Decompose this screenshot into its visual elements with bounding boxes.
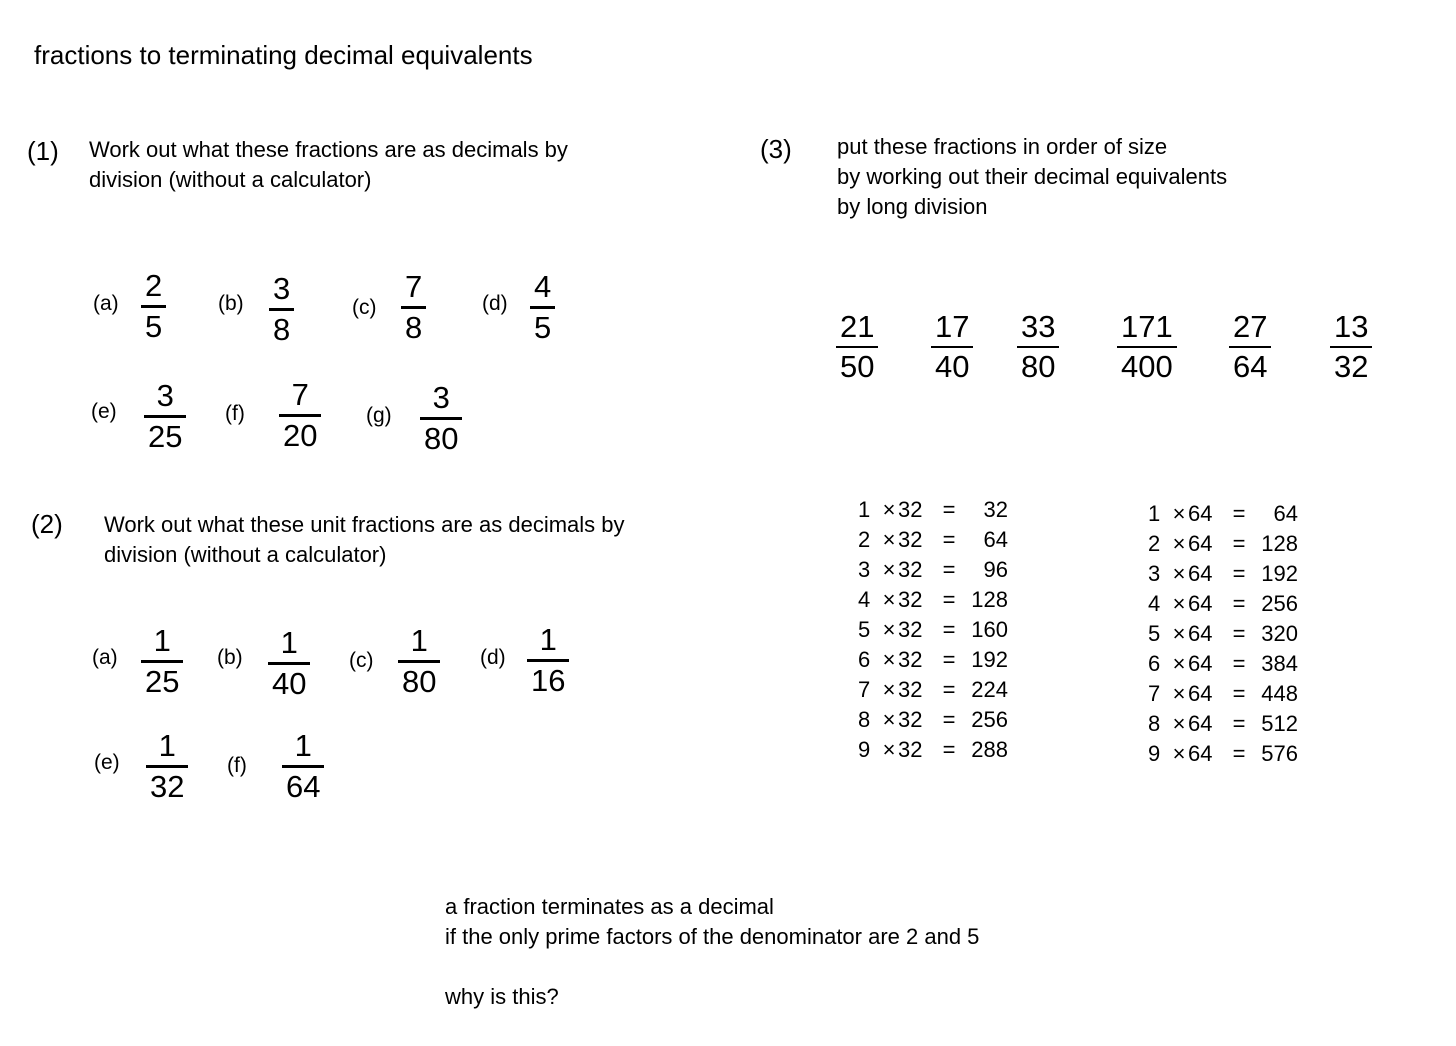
multiplier: 1 [1148,501,1161,526]
instruction-line: by working out their decimal equivalents [837,164,1228,189]
product: 128 [971,587,1008,612]
denominator: 5 [534,310,552,345]
q1-item-label-f: (f) [225,402,245,425]
fraction-bar [401,306,426,309]
equals-symbol: = [942,557,956,582]
multiplicand: 32 [898,647,923,672]
denominator: 32 [1334,349,1369,384]
times-table-row [1148,499,1298,529]
times-symbol: × [1172,741,1186,766]
denominator: 25 [148,419,183,454]
question-3-instruction [837,132,1227,222]
q3-fraction-4 [1117,309,1177,385]
multiplier: 2 [1148,531,1161,556]
question-2-number: (2) [31,509,63,539]
multiplicand: 32 [898,617,923,642]
instruction-line: Work out what these fractions are as decimals by [89,137,568,162]
q1-fraction-f [279,377,321,454]
multiplier: 9 [858,737,871,762]
equals-symbol: = [1232,561,1246,586]
times-table-row [1148,589,1298,619]
q3-fraction-3 [1017,309,1059,385]
q3-fraction-5 [1229,309,1271,385]
times-table-row [1148,709,1298,739]
multiplicand: 64 [1188,531,1213,556]
times-symbol: × [1172,591,1186,616]
question-1-number: (1) [27,136,59,166]
q2-item-label-d: (d) [480,646,506,669]
note-line: a fraction terminates as a decimal [445,894,774,919]
q2-item-label-a: (a) [92,646,118,669]
multiplier: 7 [1148,681,1161,706]
numerator: 7 [291,377,309,412]
fraction-bar [141,660,183,663]
q2-fraction-d [527,622,569,699]
multiplier: 6 [858,647,871,672]
note-question: why is this? [445,984,559,1009]
times-symbol: × [882,677,896,702]
denominator: 400 [1121,349,1173,384]
multiplier: 3 [858,557,871,582]
q1-fraction-a [141,268,166,345]
times-table-row [858,525,1008,555]
multiplier: 5 [1148,621,1161,646]
numerator: 2 [145,268,163,303]
numerator: 3 [432,380,450,415]
times-table-row [858,615,1008,645]
page-title: fractions to terminating decimal equivalents [34,40,533,70]
fraction-bar [398,660,440,663]
product: 96 [983,557,1008,582]
fraction-bar [146,765,188,768]
times-table-row [858,555,1008,585]
question-2-instruction [104,510,625,570]
multiplicand: 64 [1188,651,1213,676]
denominator: 25 [145,664,180,699]
times-table-row [1148,649,1298,679]
numerator: 17 [935,309,970,344]
multiplicand: 64 [1188,561,1213,586]
multiplier: 1 [858,497,871,522]
denominator: 50 [840,349,875,384]
denominator: 16 [531,663,566,698]
instruction-line: division (without a calculator) [89,167,372,192]
note-line [445,952,979,982]
times-table-row [1148,559,1298,589]
fraction-bar [279,414,321,417]
q3-fraction-1 [836,309,878,385]
times-table-64 [1148,499,1298,769]
times-table-row [1148,679,1298,709]
product: 64 [983,527,1008,552]
numerator: 3 [273,271,291,306]
multiplier: 8 [858,707,871,732]
times-symbol: × [1172,501,1186,526]
equals-symbol: = [942,587,956,612]
numerator: 27 [1233,309,1268,344]
numerator: 1 [158,728,176,763]
instruction-line: by long division [837,194,988,219]
times-symbol: × [882,587,896,612]
product: 576 [1261,741,1298,766]
numerator: 7 [405,269,423,304]
product: 192 [1261,561,1298,586]
equals-symbol: = [942,677,956,702]
times-symbol: × [1172,531,1186,556]
q2-fraction-c [398,623,440,700]
times-symbol: × [1172,651,1186,676]
times-symbol: × [882,647,896,672]
numerator: 1 [294,728,312,763]
q1-item-label-e: (e) [91,400,117,423]
q2-fraction-b [268,625,310,702]
numerator: 1 [410,623,428,658]
numerator: 21 [840,309,875,344]
fraction-bar [931,346,973,348]
denominator: 32 [150,769,185,804]
product: 256 [1261,591,1298,616]
equals-symbol: = [942,647,956,672]
multiplicand: 32 [898,677,923,702]
times-symbol: × [1172,681,1186,706]
numerator: 1 [153,623,171,658]
multiplicand: 64 [1188,591,1213,616]
product: 128 [1261,531,1298,556]
times-symbol: × [882,617,896,642]
equals-symbol: = [1232,711,1246,736]
product: 288 [971,737,1008,762]
times-table-row [1148,619,1298,649]
q1-item-label-d: (d) [482,292,508,315]
equals-symbol: = [1232,741,1246,766]
product: 448 [1261,681,1298,706]
fraction-bar [141,305,166,308]
q1-fraction-d [530,269,555,346]
denominator: 40 [935,349,970,384]
instruction-line: put these fractions in order of size [837,134,1168,159]
multiplicand: 32 [898,737,923,762]
multiplier: 7 [858,677,871,702]
times-table-row [858,705,1008,735]
multiplier: 4 [858,587,871,612]
equals-symbol: = [1232,501,1246,526]
equals-symbol: = [1232,621,1246,646]
multiplier: 5 [858,617,871,642]
times-symbol: × [882,707,896,732]
question-1-instruction [89,135,568,195]
multiplier: 2 [858,527,871,552]
product: 224 [971,677,1008,702]
q1-item-label-a: (a) [93,292,119,315]
multiplicand: 32 [898,707,923,732]
product: 256 [971,707,1008,732]
fraction-bar [420,417,462,420]
product: 32 [983,497,1008,522]
fraction-bar [527,659,569,662]
product: 512 [1261,711,1298,736]
note-line: if the only prime factors of the denominator are 2 and 5 [445,924,980,949]
fraction-bar [1017,346,1059,348]
q1-item-label-b: (b) [218,292,244,315]
q2-item-label-b: (b) [217,646,243,669]
q2-item-label-e: (e) [94,751,120,774]
denominator: 8 [273,312,291,347]
multiplicand: 32 [898,527,923,552]
q3-fraction-6 [1330,309,1372,385]
fraction-bar [269,308,294,311]
multiplicand: 64 [1188,681,1213,706]
numerator: 13 [1334,309,1369,344]
numerator: 4 [534,269,552,304]
multiplicand: 32 [898,587,923,612]
denominator: 80 [1021,349,1056,384]
equals-symbol: = [942,617,956,642]
denominator: 8 [405,310,423,345]
question-3-number: (3) [760,134,792,164]
equals-symbol: = [942,737,956,762]
fraction-bar [1330,346,1372,348]
multiplicand: 32 [898,557,923,582]
product: 320 [1261,621,1298,646]
multiplicand: 64 [1188,501,1213,526]
numerator: 33 [1021,309,1056,344]
numerator: 3 [156,378,174,413]
multiplicand: 64 [1188,741,1213,766]
equals-symbol: = [942,707,956,732]
fraction-bar [530,306,555,309]
denominator: 64 [1233,349,1268,384]
denominator: 20 [283,418,318,453]
fraction-bar [1117,346,1177,348]
denominator: 80 [424,421,459,456]
denominator: 5 [145,309,163,344]
times-table-row [858,675,1008,705]
denominator: 40 [272,666,307,701]
numerator: 171 [1121,309,1173,344]
times-symbol: × [1172,561,1186,586]
fraction-bar [268,662,310,665]
equals-symbol: = [1232,591,1246,616]
instruction-line: division (without a calculator) [104,542,387,567]
equals-symbol: = [1232,651,1246,676]
terminating-decimal-note [445,892,979,1012]
denominator: 64 [286,769,321,804]
equals-symbol: = [1232,531,1246,556]
times-table-row [858,495,1008,525]
q2-item-label-c: (c) [349,649,374,672]
q2-fraction-f [282,728,324,805]
multiplier: 8 [1148,711,1161,736]
times-symbol: × [882,497,896,522]
fraction-bar [1229,346,1271,348]
times-table-row [1148,529,1298,559]
multiplicand: 64 [1188,711,1213,736]
q2-fraction-e [146,728,188,805]
q1-fraction-c [401,269,426,346]
times-symbol: × [882,737,896,762]
q2-item-label-f: (f) [227,754,247,777]
multiplier: 6 [1148,651,1161,676]
times-table-32 [858,495,1008,765]
fraction-bar [144,415,186,418]
q1-item-label-g: (g) [366,404,392,427]
product: 64 [1273,501,1298,526]
equals-symbol: = [942,527,956,552]
denominator: 80 [402,664,437,699]
product: 384 [1261,651,1298,676]
multiplier: 3 [1148,561,1161,586]
fraction-bar [836,346,878,348]
numerator: 1 [280,625,298,660]
fraction-bar [282,765,324,768]
equals-symbol: = [1232,681,1246,706]
q2-fraction-a [141,623,183,700]
q1-fraction-e [144,378,186,455]
q1-item-label-c: (c) [352,296,377,319]
instruction-line: Work out what these unit fractions are as decimals by [104,512,625,537]
product: 192 [971,647,1008,672]
times-symbol: × [882,527,896,552]
product: 160 [971,617,1008,642]
q3-fraction-2 [931,309,973,385]
times-symbol: × [1172,621,1186,646]
times-table-row [858,645,1008,675]
times-table-row [1148,739,1298,769]
multiplicand: 64 [1188,621,1213,646]
multiplier: 9 [1148,741,1161,766]
times-table-row [858,585,1008,615]
multiplier: 4 [1148,591,1161,616]
q1-fraction-b [269,271,294,348]
times-symbol: × [882,557,896,582]
equals-symbol: = [942,497,956,522]
times-symbol: × [1172,711,1186,736]
times-table-row [858,735,1008,765]
numerator: 1 [539,622,557,657]
multiplicand: 32 [898,497,923,522]
q1-fraction-g [420,380,462,457]
